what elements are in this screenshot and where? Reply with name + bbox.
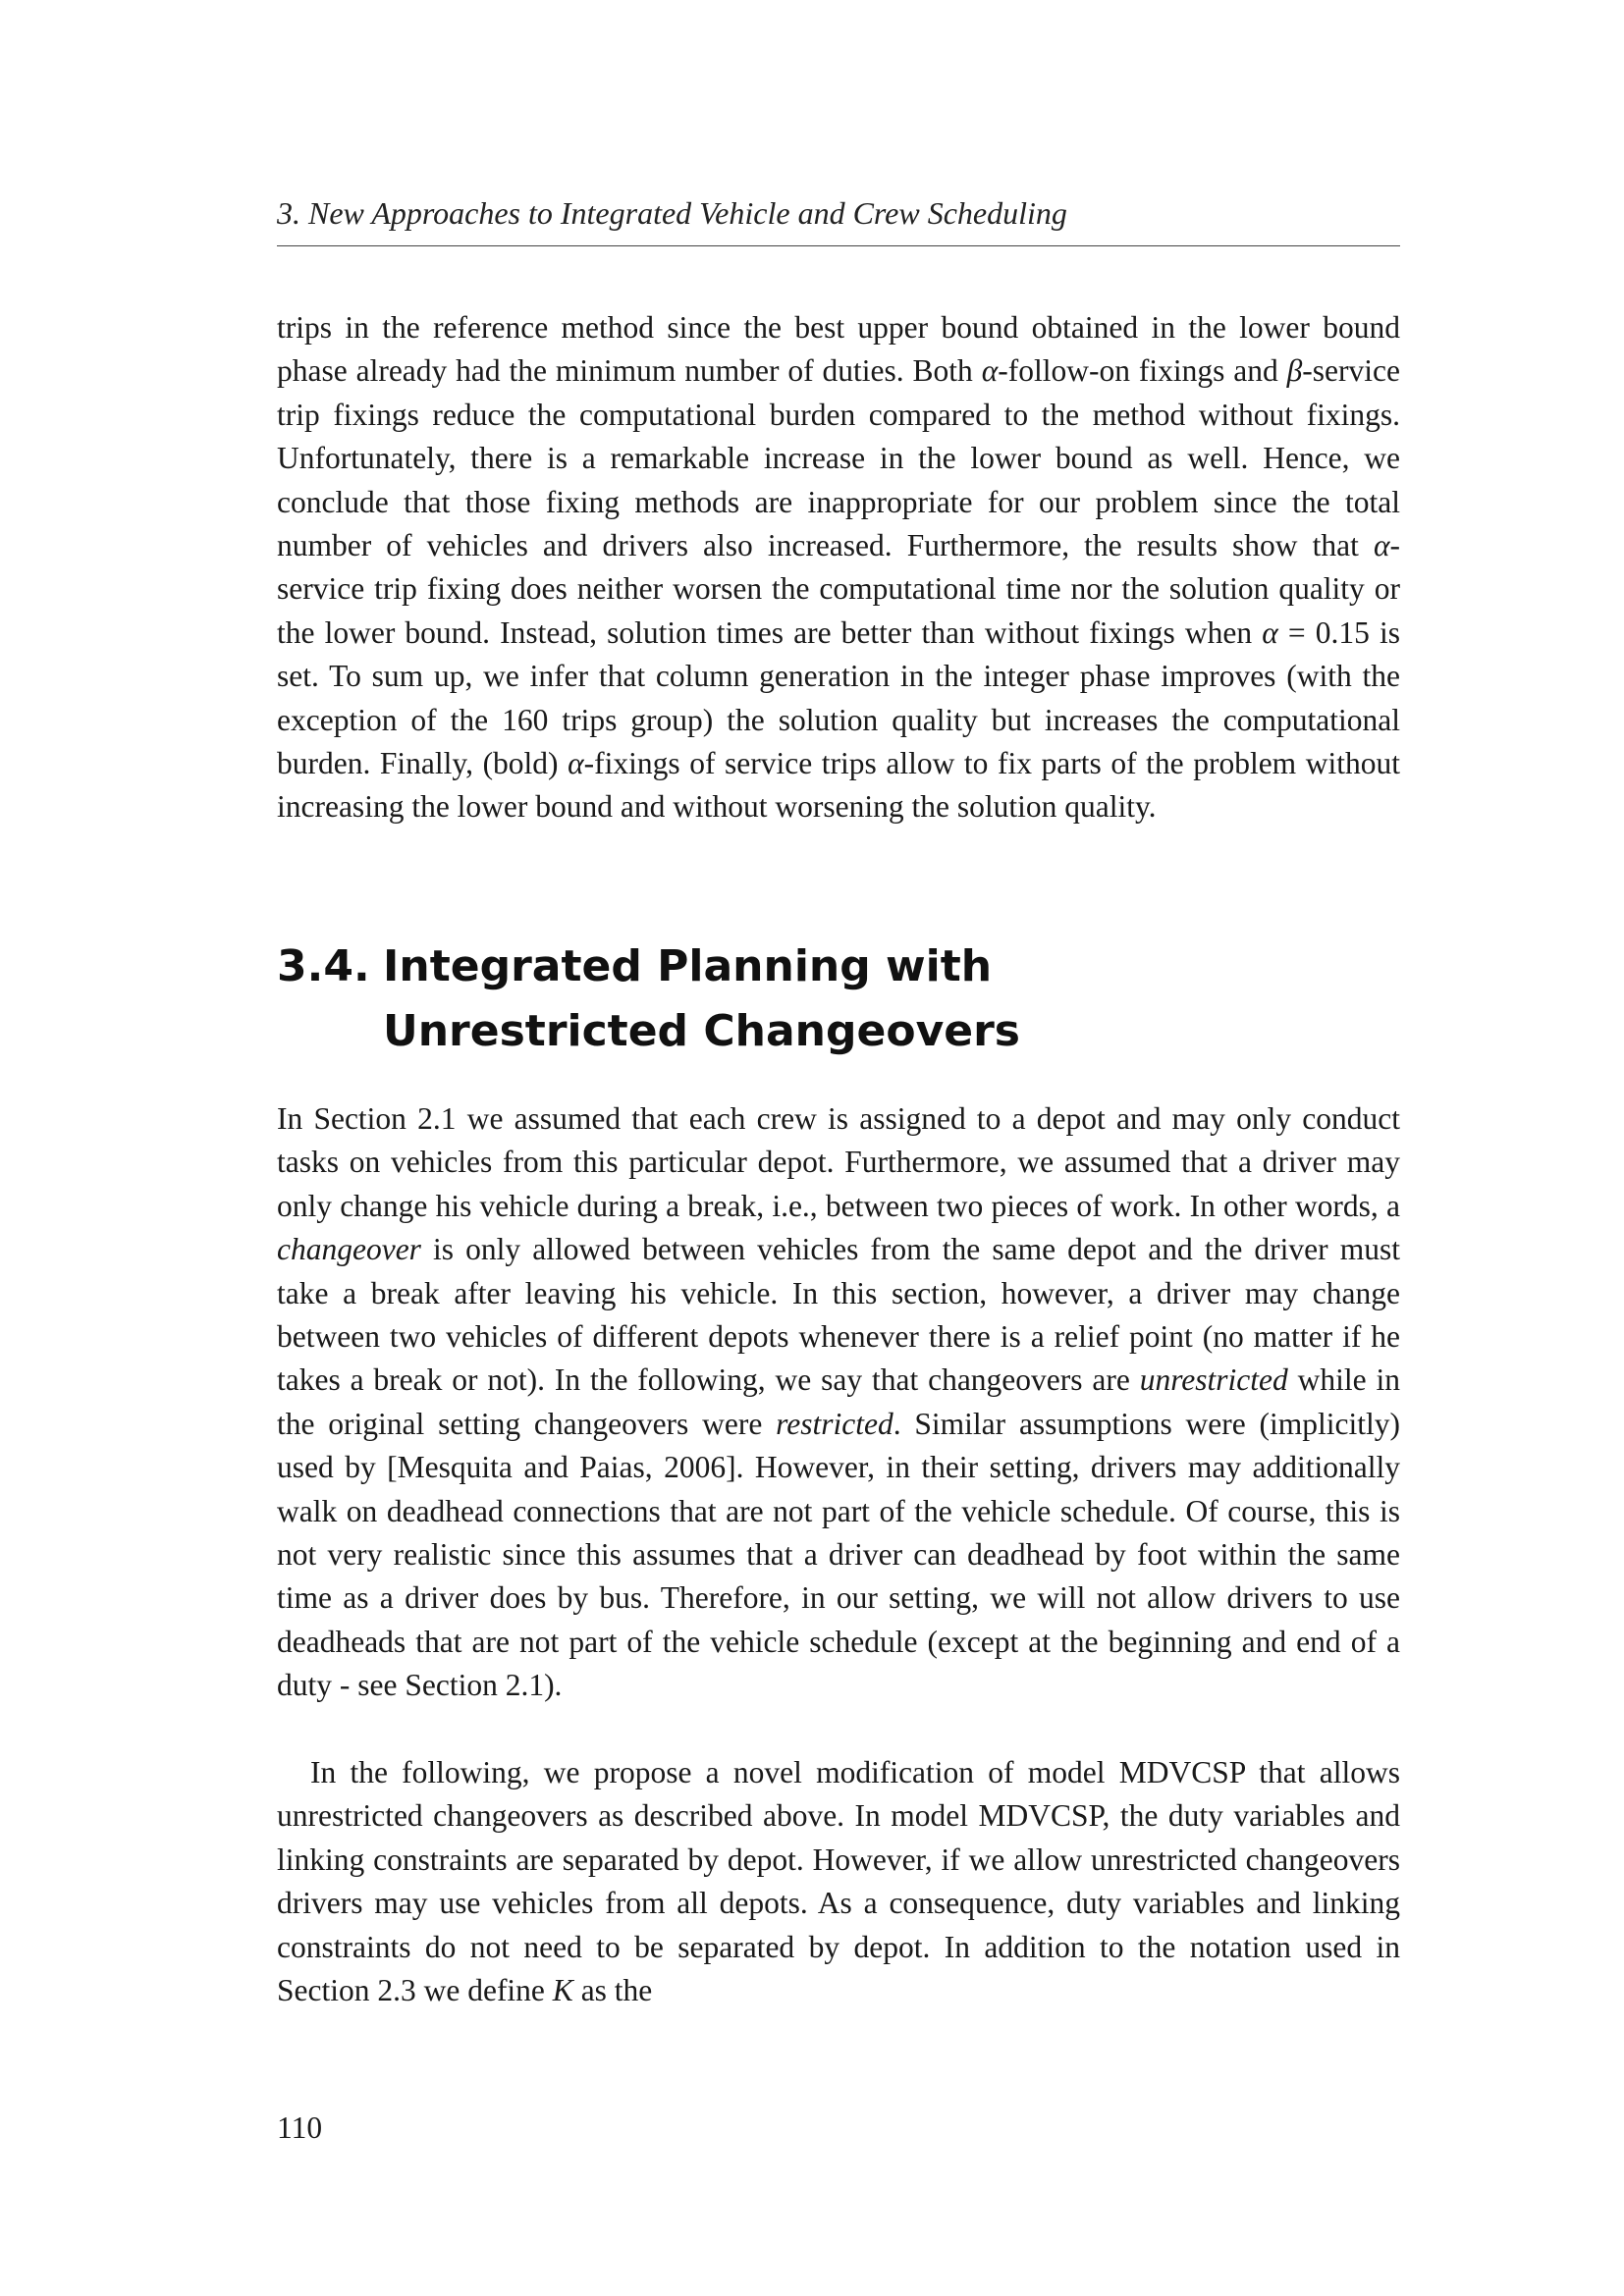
paragraph-model-modification <box>277 1751 1400 2012</box>
emphasis-unrestricted: unrestricted <box>1139 1362 1288 1398</box>
math-alpha: α <box>1373 528 1390 563</box>
text-span: . Similar assumptions were (implicitly) used by [Mesquita and Paias, 2006]. However, in their setting, drivers may additionally walk on deadhead connections that are not part of the vehicle schedule. Of course, this is not very realistic since this assumes that a driver can deadhead by foot within the same time as a driver does by bus. Therefore, in our setting, we will not allow drivers to use deadheads that are not part of the vehicle schedule (except at the beginning and end of a duty - see Section 2.1). <box>277 1406 1401 1703</box>
text-span: In the following, we propose a novel modification of model MDVCSP that allows unrestricted changeovers as described above. In model MDVCSP, the duty variables and linking constraints are separated by depot. However, if we allow unrestricted changeovers drivers may use vehicles from all depots. As a consequence, duty variables and linking constraints do not need to be separated by depot. In addition to the notation used in Section 2.3 we define <box>277 1755 1400 2008</box>
section-heading <box>277 934 1400 1064</box>
text-span: -service trip fixings reduce the computational burden compared to the method without fixings. Unfortunately, there is a remarkable increase in the lower bound as well. Hence, we conclude that those fixing methods are inappropriate for our problem since the total number of vehicles and drivers also increased. Furthermore, the results show that <box>277 353 1400 563</box>
section-number: 3.4. <box>277 941 370 991</box>
math-beta: β <box>1286 353 1303 389</box>
text-span: -service trip fixing does neither worsen the computational time nor the solution quality or the lower bound. Instead, solution times are better than without fixings when <box>277 528 1400 650</box>
text-span: as the <box>572 1973 653 2008</box>
text-span: -fixings of service trips allow to fix parts of the problem without increasing the lower bound and without worsening the solution quality. <box>277 746 1400 825</box>
text-span: while in the original setting changeovers were <box>277 1362 1400 1441</box>
running-header: 3. New Approaches to Integrated Vehicle and Crew Scheduling <box>277 195 1067 231</box>
math-alpha: α <box>568 746 584 781</box>
page-number: 110 <box>277 2110 323 2145</box>
emphasis-changeover: changeover <box>277 1232 421 1267</box>
text-span: is only allowed between vehicles from the same depot and the driver must take a break after leaving his vehicle. In this section, however, a driver may change between two vehicles of different depots whenever there is a relief point (no matter if he takes a break or not). In the following, we say that changeovers are <box>277 1232 1400 1398</box>
header-rule <box>277 245 1400 246</box>
section-title: Integrated Planning with Unrestricted Changeovers <box>383 941 1020 1056</box>
text-span: In Section 2.1 we assumed that each crew is assigned to a depot and may only conduct tasks on vehicles from this particular depot. Furthermore, we assumed that a driver may only change his vehicle during a break, i.e., between two pieces of work. In other words, a <box>277 1101 1400 1223</box>
text-span: -follow-on fixings and <box>998 353 1287 389</box>
math-alpha: α <box>1262 614 1278 650</box>
paragraph-fixings-results <box>277 306 1400 829</box>
text-span: trips in the reference method since the best upper bound obtained in the lower bound phase already had the minimum number of duties. Both <box>277 310 1400 389</box>
text-span: = 0.15 is set. To sum up, we infer that column generation in the integer phase improves (with the exception of the 160 trips group) the solution quality but increases the computational burden. Finally, (bold) <box>277 614 1400 781</box>
math-k: K <box>552 1973 573 2008</box>
math-alpha: α <box>981 353 999 389</box>
emphasis-restricted: restricted <box>776 1406 893 1441</box>
paragraph-unrestricted-changeovers <box>277 1097 1400 1708</box>
